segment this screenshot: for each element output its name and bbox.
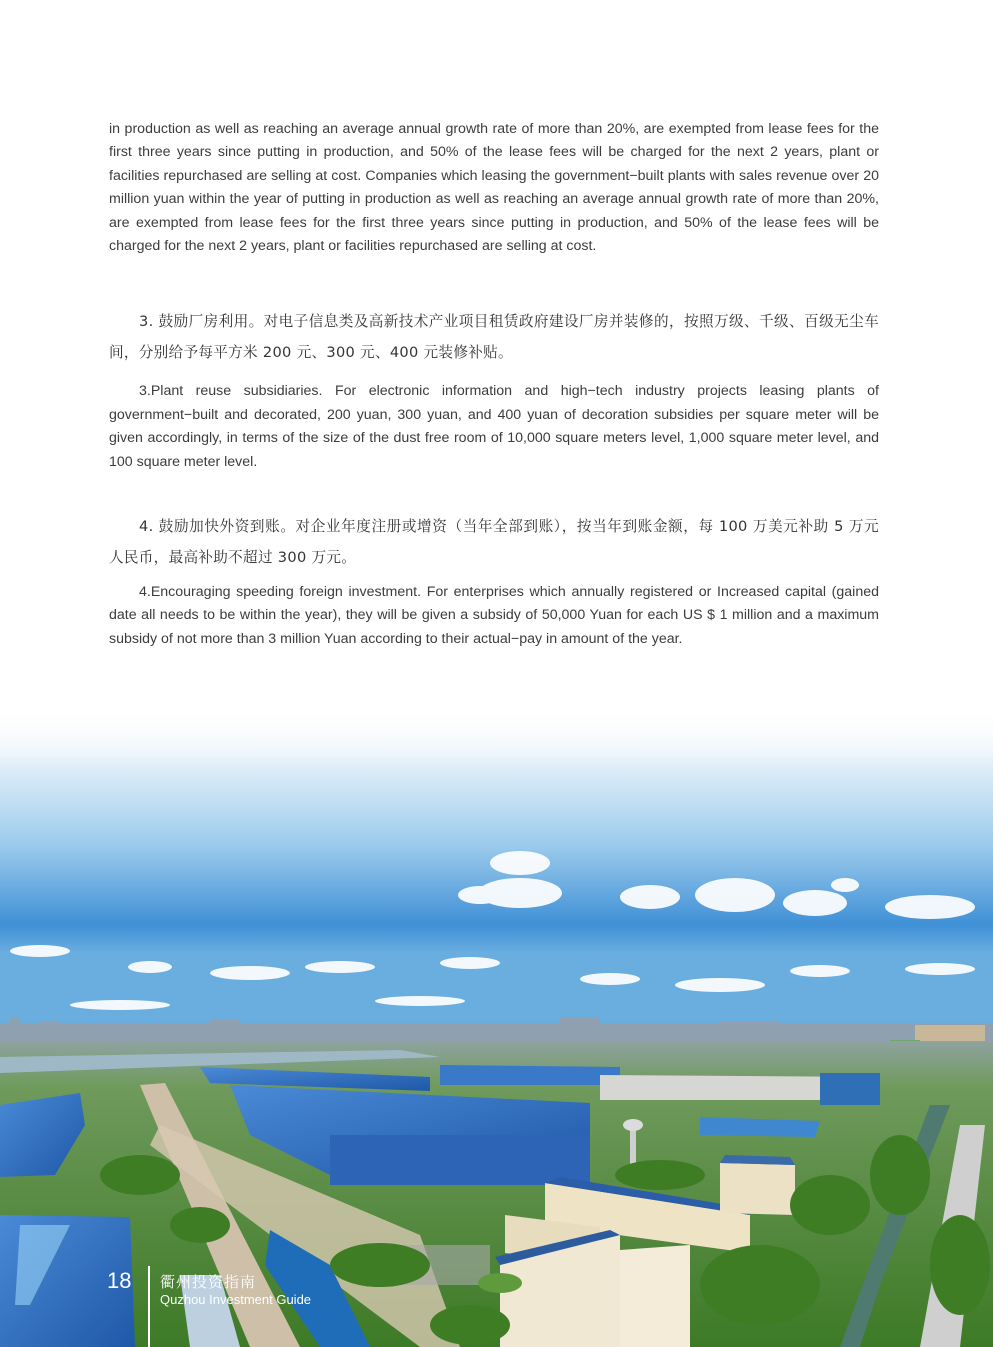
- footer-title-zh: 衢州投资指南: [160, 1273, 257, 1291]
- paragraph-lease-fees-en: in production as well as reaching an average annual growth rate of more than 20%, are exempted from lease fees for the first three years since putting in production, and 50% of the lease fees will be charged for the next 2 years, plant or facilities repurchased are selling at cost. Companies which leasing the government−built plants with sales revenue over 20 million yuan within the year of putting in production as well as reaching an average annual growth rate of more than 20%, are exempted from lease fees for the first three years since putting in production, and 50% of the lease fees will be charged for the next 2 years, plant or facilities repurchased are selling at cost.: [109, 121, 879, 255]
- page-number: 18: [107, 1268, 132, 1293]
- paragraph-plant-reuse-zh: 3. 鼓励厂房利用。对电子信息类及高新技术产业项目租赁政府建设厂房并装修的，按照万级、千级、百级无尘车间，分别给予每平方米 200 元、300 元、400 元装修补贴。: [109, 313, 879, 362]
- paragraph-foreign-investment-zh: 4. 鼓励加快外资到账。对企业年度注册或增资（当年全部到账），按当年到账金额，每 100 万美元补助 5 万元人民币，最高补助不超过 300 万元。: [109, 518, 879, 567]
- industrial-park-aerial-photo: [0, 705, 993, 1347]
- footer-title-en: Quzhou Investment Guide: [160, 1292, 312, 1307]
- paragraph-foreign-investment-en: 4.Encouraging speeding foreign investment. For enterprises which annually registered or Increased capital (gained date all needs to be within the year), they will be given a subsidy of 50,000 Yuan for each US $ 1 million and a maximum subsidy of not more than 3 million Yuan according to their actual−pay in amount of the year.: [109, 584, 879, 647]
- footer-divider: [148, 1266, 150, 1347]
- paragraph-plant-reuse-en: 3.Plant reuse subsidiaries. For electronic information and high−tech industry projects leasing plants of government−built and decorated, 200 yuan, 300 yuan, and 400 yuan of decoration subsidies per square meter will be given accordingly, in terms of the size of the dust free room of 10,000 square meters level, 1,000 square meter level, and 100 square meter level.: [109, 383, 879, 470]
- body-text: [109, 118, 879, 651]
